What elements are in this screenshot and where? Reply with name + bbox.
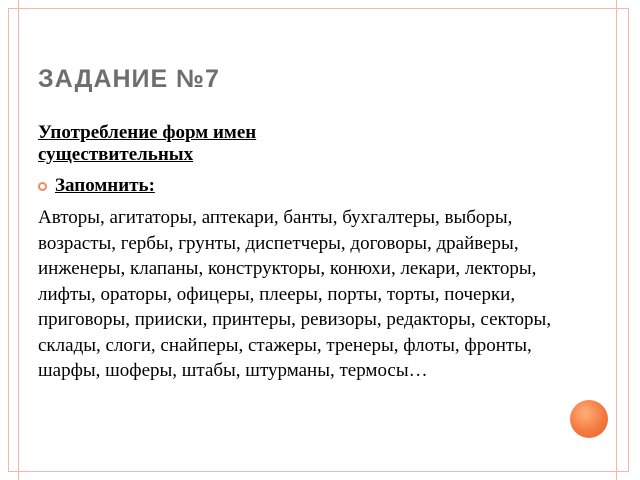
word-list-paragraph: Авторы, агитаторы, аптекари, банты, бухгалтеры, выборы, возрасты, гербы, грунты, диспетчеры, договоры, драйверы, инженеры, клапаны, конструкторы, конюхи, лекари, лекторы, лифты, ораторы, офицеры, плееры, порты, торты, почерки, приговоры, прииски, принтеры, ревизоры, редакторы, секторы, склады, слоги, снайперы, стажеры, тренеры, флоты, фронты, шарфы, шоферы, штабы, штурманы, термосы… [38,207,552,381]
bullet-label: Запомнить: [55,175,155,196]
orange-circle-decoration [570,400,608,438]
bullet-item [38,175,155,197]
ring-bullet-icon [38,182,47,191]
slide-title: ЗАДАНИЕ №7 [38,65,220,93]
slide-subtitle: Употребление форм имен существительных [38,122,257,165]
